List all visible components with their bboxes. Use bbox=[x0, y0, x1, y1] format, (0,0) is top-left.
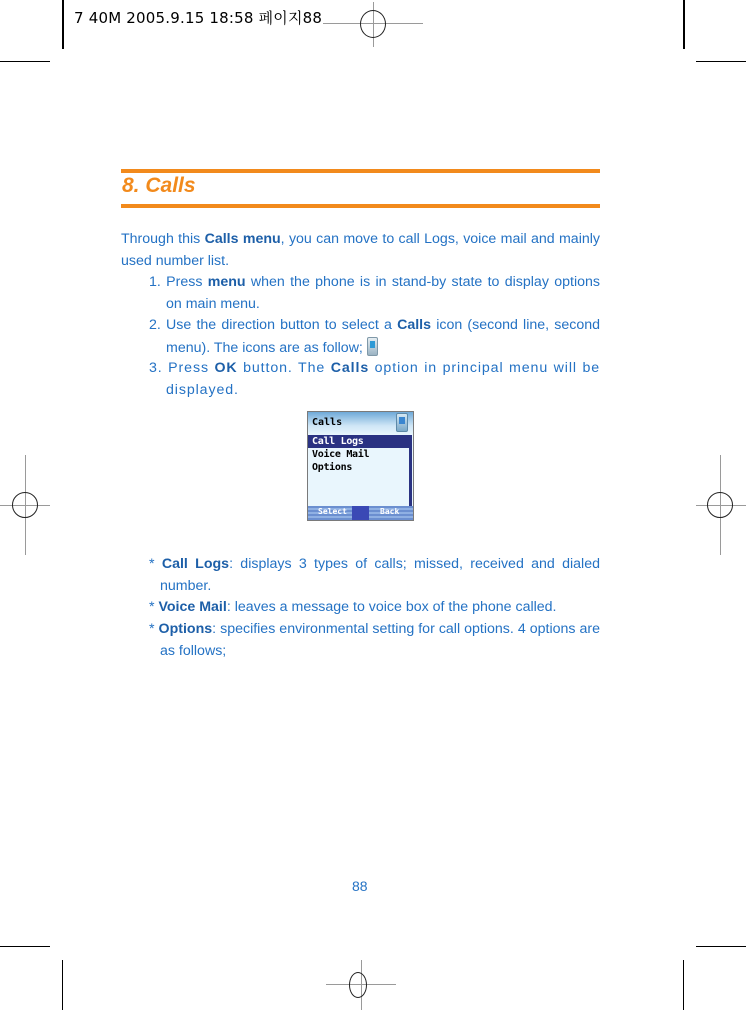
step-1 bbox=[149, 272, 600, 315]
header-rule-top bbox=[121, 169, 600, 173]
softkey-center[interactable] bbox=[352, 506, 369, 520]
calls-phone-icon bbox=[367, 337, 378, 356]
intro-text: Through this bbox=[121, 231, 205, 247]
intro-text-end: , you can move to call Logs, voice mail and mainly used number list. bbox=[121, 231, 600, 269]
definition-voice-mail bbox=[149, 597, 600, 619]
step-bold: Calls bbox=[330, 360, 370, 376]
step-3 bbox=[149, 358, 600, 401]
phone-menu-item-call-logs[interactable]: Call Logs bbox=[308, 435, 409, 448]
definition-term: Voice Mail bbox=[158, 599, 227, 615]
phone-menu-list bbox=[308, 435, 409, 474]
bullet: * bbox=[149, 621, 155, 637]
page-number: 88 bbox=[352, 878, 368, 894]
step-number: 2. bbox=[149, 317, 161, 333]
bullet: * bbox=[149, 599, 155, 615]
crop-mark bbox=[0, 61, 50, 62]
step-bold: OK bbox=[214, 360, 238, 376]
definition-options bbox=[149, 619, 600, 662]
step-text: button. The bbox=[237, 360, 331, 376]
step-number: 1. bbox=[149, 274, 161, 290]
definition-desc: : leaves a message to voice box of the phone called. bbox=[226, 599, 557, 615]
crop-mark bbox=[683, 960, 684, 1010]
step-text: when the phone is in stand-by state to display options on main menu. bbox=[166, 274, 600, 312]
intro-bold: Calls menu bbox=[204, 231, 281, 247]
phone-screen bbox=[307, 411, 414, 521]
crop-mark bbox=[0, 946, 50, 947]
definition-term: Call Logs bbox=[161, 556, 230, 572]
crop-mark bbox=[696, 61, 746, 62]
step-2 bbox=[149, 315, 600, 359]
definition-term: Options bbox=[158, 621, 213, 637]
definition-call-logs bbox=[149, 554, 600, 597]
step-text: Press bbox=[166, 274, 208, 290]
bullet: * bbox=[149, 556, 155, 572]
phone-screen-title: Calls bbox=[312, 417, 343, 428]
definition-desc: : specifies environmental setting for call options. 4 options are as follows; bbox=[160, 621, 600, 659]
intro-paragraph bbox=[121, 229, 600, 272]
phone-menu-item-options[interactable]: Options bbox=[312, 462, 353, 473]
softkey-select[interactable]: Select bbox=[318, 507, 347, 516]
header-rule-bottom bbox=[121, 204, 600, 208]
crop-mark bbox=[62, 960, 63, 1010]
step-text: option in principal menu will be displayed. bbox=[166, 360, 601, 398]
print-slug: 7 40M 2005.9.15 18:58 페이지88 bbox=[74, 9, 323, 27]
step-bold: Calls bbox=[397, 317, 432, 333]
softkey-back[interactable]: Back bbox=[380, 507, 400, 516]
phone-screen-header bbox=[308, 412, 413, 435]
section-title: 8. Calls bbox=[122, 174, 196, 197]
phone-menu-item-voice-mail[interactable]: Voice Mail bbox=[312, 449, 370, 460]
crop-mark bbox=[683, 0, 685, 49]
step-text: icon (second line, second menu). The icons are as follow; bbox=[166, 317, 601, 356]
step-number: 3. bbox=[149, 360, 163, 376]
step-bold: menu bbox=[207, 274, 246, 290]
step-text: Use the direction button to select a bbox=[166, 317, 398, 333]
definition-desc: : displays 3 types of calls; missed, received and dialed number. bbox=[160, 556, 600, 594]
crop-mark bbox=[696, 946, 746, 947]
crop-mark bbox=[62, 0, 64, 49]
phone-softkey-bar bbox=[308, 506, 413, 520]
phone-icon bbox=[396, 413, 408, 432]
step-text: Press bbox=[168, 360, 215, 376]
